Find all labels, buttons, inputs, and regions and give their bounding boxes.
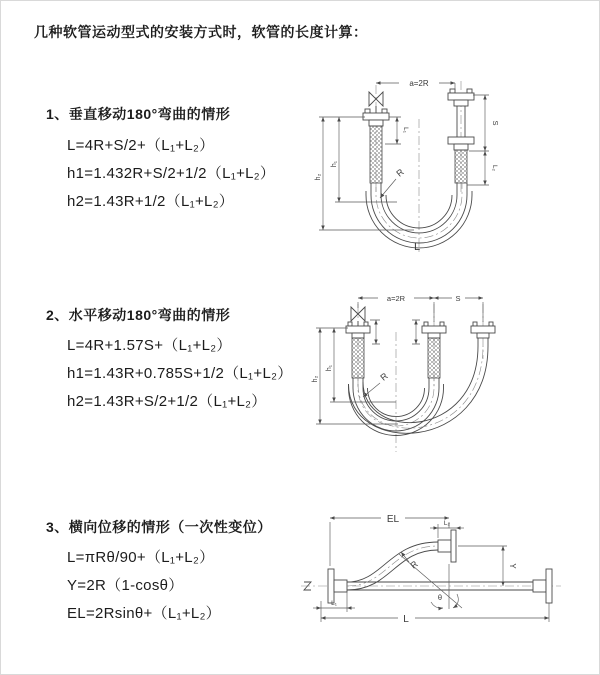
dim-a2r xyxy=(358,292,434,303)
hose-s-curve xyxy=(347,542,438,590)
radius-callout xyxy=(380,166,406,198)
section-1-formula-h1: h1=1.432R+S/2+1/2（L₁+L₂） xyxy=(67,165,276,182)
hose-u-moved xyxy=(349,346,489,433)
pipe-left xyxy=(363,109,389,183)
section-2-formula-h2: h2=1.43R+S/2+1/2（L₁+L₂） xyxy=(67,393,267,410)
dim-label-a2r: a=2R xyxy=(409,79,429,88)
dim-label-el: EL xyxy=(386,514,400,525)
dim-label-h1: h₁ xyxy=(331,160,338,168)
dim-label-h1: h₁ xyxy=(326,364,333,372)
dim-label-l2: L₂ xyxy=(443,520,451,527)
dim-label-s: S xyxy=(455,294,461,303)
centerlines xyxy=(358,304,483,452)
flange-left xyxy=(328,569,347,603)
dim-label-l1: L₁ xyxy=(331,600,337,607)
flange-right xyxy=(533,569,552,603)
radius-callout xyxy=(363,370,390,397)
dim-l1 xyxy=(385,117,409,144)
dim-label-l1: L₁ xyxy=(402,127,409,133)
dim-label-l: L xyxy=(403,614,409,625)
diagram-vertical-180-bend xyxy=(309,67,594,262)
dim-label-y: Y xyxy=(508,563,517,569)
dim-l xyxy=(321,601,549,625)
dim-label-h2: h₂ xyxy=(315,173,322,181)
dim-pipe-small xyxy=(370,320,420,344)
dim-label-h2: h₂ xyxy=(312,375,319,383)
section-3-formula-length: L=πRθ/90+（L₁+L₂） xyxy=(67,549,215,566)
page-title: 几种软管运动型式的安装方式时，软管的长度计算： xyxy=(34,24,368,40)
centerlines xyxy=(376,81,461,255)
section-3-formula-y: Y=2R（1-cosθ） xyxy=(67,577,184,594)
diagram-horizontal-180-bend xyxy=(306,284,600,469)
pipe-middle xyxy=(422,322,446,378)
section-1-formula-length: L=4R+S/2+（L₁+L₂） xyxy=(67,137,215,154)
section-2-formula-length: L=4R+1.57S+（L₁+L₂） xyxy=(67,337,232,354)
section-2-heading: 2、水平移动180°弯曲的情形 xyxy=(46,307,231,323)
dim-el xyxy=(330,511,449,566)
dim-a2r xyxy=(376,77,455,91)
diagram-lateral-displacement xyxy=(299,506,600,651)
section-1-formula-h2: h2=1.43R+1/2（L₁+L₂） xyxy=(67,193,235,210)
dim-label-a2r: a=2R xyxy=(386,294,406,303)
radius-label: R xyxy=(394,166,406,179)
section-2-formula-h1: h1=1.43R+0.785S+1/2（L₁+L₂） xyxy=(67,365,293,382)
dim-s xyxy=(358,292,483,322)
radius-label: R xyxy=(378,370,390,383)
radius-label: R xyxy=(408,558,420,571)
dim-y xyxy=(458,546,517,586)
flange-top-right xyxy=(438,530,456,562)
section-1-heading: 1、垂直移动180°弯曲的情形 xyxy=(46,106,231,122)
pipe-left xyxy=(346,322,370,378)
dim-label-s: S xyxy=(491,120,500,126)
dim-label-l2: L₂ xyxy=(491,164,498,172)
length-label: L xyxy=(413,241,421,253)
section-3-formula-el: EL=2Rsinθ+（L₁+L₂） xyxy=(67,605,221,622)
section-3-heading: 3、横向位移的情形（一次性变位） xyxy=(46,519,272,535)
dim-l2 xyxy=(430,520,464,538)
angle-label: θ xyxy=(437,593,443,602)
